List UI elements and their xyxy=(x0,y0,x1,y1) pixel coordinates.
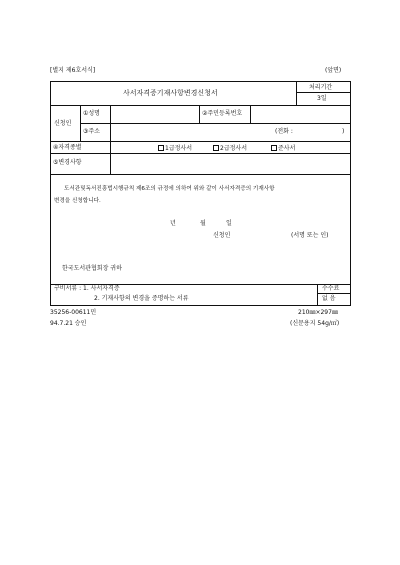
required-docs-line-2: 2. 기재사항의 변경을 증명하는 서류 xyxy=(94,295,189,302)
page-side: (앞면) xyxy=(325,67,342,74)
required-docs-line-1: 구비서류 : 1. 사서자격증 xyxy=(54,285,120,292)
form-number: [별지 제6호서식] xyxy=(50,67,96,74)
qualification-option-2[interactable]: 2급정사서 xyxy=(213,145,247,152)
date-year: 년 xyxy=(170,220,176,227)
qualification-option-3[interactable]: 준사서 xyxy=(271,145,295,152)
signer-label: 신청인 xyxy=(213,232,231,239)
qualification-option-1[interactable]: 1급정사서 xyxy=(158,145,192,152)
name-field[interactable] xyxy=(111,106,199,122)
form-code: 35256-00611민 xyxy=(50,309,97,316)
resident-id-label: ②주민등록번호 xyxy=(202,110,243,117)
date-month: 월 xyxy=(200,220,206,227)
change-field[interactable] xyxy=(111,154,350,173)
resident-id-field[interactable] xyxy=(251,106,350,122)
fee-label: 수수료 xyxy=(322,285,340,292)
form-title: 사서자격증기재사항변경신청서 xyxy=(123,89,218,97)
phone-close: ) xyxy=(342,128,345,135)
checkbox-2[interactable] xyxy=(213,145,219,151)
statement-line-2: 변경을 신청합니다. xyxy=(54,198,101,204)
change-label: ⑤변경사항 xyxy=(53,159,82,166)
name-label: ①성명 xyxy=(83,110,100,117)
phone-label: (전화 : xyxy=(275,128,293,135)
checkbox-3[interactable] xyxy=(271,145,277,151)
paper-type: (신문용지 54g/㎡) xyxy=(290,320,340,327)
fee-value: 없 음 xyxy=(322,295,336,302)
signature-note: (서명 또는 인) xyxy=(291,232,329,239)
address-field[interactable] xyxy=(111,124,271,140)
qualification-label: ④자격종별 xyxy=(53,144,82,151)
checkbox-1[interactable] xyxy=(158,145,164,151)
approval-date: 94.7.21 승인 xyxy=(50,320,87,327)
processing-period-label: 처리기간 xyxy=(309,84,333,91)
date-day: 일 xyxy=(226,220,232,227)
processing-period-value: 3일 xyxy=(317,95,327,102)
address-label: ③주소 xyxy=(83,128,100,135)
applicant-label: 신청인 xyxy=(54,120,72,127)
paper-size: 210㎜×297㎜ xyxy=(298,309,338,316)
recipient: 한국도서관협회장 귀하 xyxy=(62,265,122,272)
statement-line-1: 도서관및독서진흥법시행규칙 제6조의 규정에 의하여 위와 같이 사서자격증의 기재사항 xyxy=(64,186,275,192)
